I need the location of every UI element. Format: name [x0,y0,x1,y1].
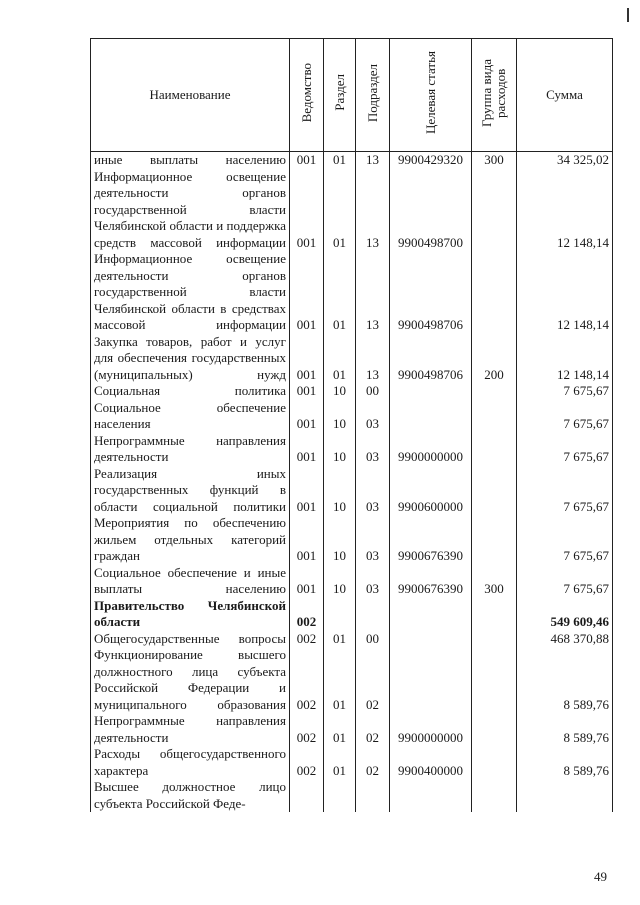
cell-dept: 001 [290,400,324,433]
table-row [91,565,613,598]
cell-sum: 8 589,76 [517,713,613,746]
cell-grp [472,631,517,648]
table-row [91,631,613,648]
cell-target [390,598,472,631]
cell-grp [472,433,517,466]
cell-grp [472,515,517,565]
cell-dept: 002 [290,598,324,631]
cell-sub: 03 [356,565,390,598]
cell-sum: 7 675,67 [517,433,613,466]
header-dept: Ведомство [290,39,324,152]
cell-sub: 02 [356,713,390,746]
table-row [91,746,613,779]
cell-dept [290,779,324,812]
cell-sec: 01 [324,746,356,779]
cell-sec: 01 [324,713,356,746]
cell-name: Социальное обеспечение и иные выплаты населению [91,565,290,598]
cell-name: Мероприятия по обеспечению жильем отдельных категорий граждан [91,515,290,565]
page-number: 49 [594,869,607,884]
cell-sub [356,779,390,812]
table-row [91,779,613,812]
cell-target: 9900498706 [390,334,472,384]
table-row [91,598,613,631]
cell-sum: 8 589,76 [517,647,613,713]
cell-sum: 7 675,67 [517,565,613,598]
cell-sum: 468 370,88 [517,631,613,648]
cell-dept: 002 [290,647,324,713]
cell-sum: 7 675,67 [517,400,613,433]
header-sum: Сумма [517,39,613,152]
cell-sum: 7 675,67 [517,383,613,400]
table-row [91,647,613,713]
cell-sum: 12 148,14 [517,334,613,384]
cell-target: 9900429320 [390,152,472,169]
cell-name: иные выплаты населению [91,152,290,169]
cell-target: 9900000000 [390,433,472,466]
table-header [91,39,613,152]
cell-sum: 8 589,76 [517,746,613,779]
cell-sec: 10 [324,515,356,565]
cell-sec: 10 [324,466,356,516]
cell-dept: 001 [290,466,324,516]
cell-target [390,383,472,400]
cell-sec: 10 [324,565,356,598]
cell-sub: 03 [356,433,390,466]
cell-target: 9900600000 [390,466,472,516]
cell-sec: 01 [324,152,356,169]
cell-sec: 01 [324,169,356,252]
cell-grp [472,779,517,812]
header-section: Раздел [324,39,356,152]
table-row [91,169,613,252]
cell-sum: 12 148,14 [517,251,613,334]
cell-target [390,779,472,812]
header-name: Наименование [91,39,290,152]
cell-dept: 001 [290,515,324,565]
cell-sub [356,598,390,631]
cell-dept: 001 [290,251,324,334]
cell-grp [472,713,517,746]
cell-sec: 10 [324,400,356,433]
cell-sub: 02 [356,746,390,779]
cell-sec [324,598,356,631]
cell-grp [472,400,517,433]
cell-name: Социальная политика [91,383,290,400]
table-row [91,400,613,433]
cell-grp [472,466,517,516]
cell-dept: 002 [290,631,324,648]
table-row [91,251,613,334]
cell-target: 9900676390 [390,515,472,565]
cell-target [390,400,472,433]
cell-sub: 03 [356,466,390,516]
cell-dept: 001 [290,565,324,598]
cell-dept: 001 [290,383,324,400]
cell-name: Информационное освещение деятельности органов государственной власти Челябинской области в средствах массовой информации [91,251,290,334]
cell-sub: 13 [356,251,390,334]
cell-name: Непрограммные направления деятельности [91,433,290,466]
cell-name: Информационное освещение деятельности органов государственной власти Челябинской области и поддержка средств массовой информации [91,169,290,252]
cell-sub: 00 [356,631,390,648]
cell-sub: 13 [356,152,390,169]
cell-grp [472,383,517,400]
table-row [91,515,613,565]
cell-sec: 01 [324,631,356,648]
cell-dept: 002 [290,713,324,746]
cell-target [390,631,472,648]
cell-name: Высшее должностное лицо субъекта Российской Феде- [91,779,290,812]
table-row [91,466,613,516]
cell-sum: 7 675,67 [517,515,613,565]
table-row [91,433,613,466]
table-row [91,383,613,400]
cell-sum: 34 325,02 [517,152,613,169]
cell-grp: 300 [472,152,517,169]
cell-dept: 001 [290,433,324,466]
header-target: Целевая статья [390,39,472,152]
cell-sub: 13 [356,169,390,252]
cell-name: Реализация иных государственных функций в области социальной политики [91,466,290,516]
cell-dept: 001 [290,334,324,384]
cell-target: 9900498706 [390,251,472,334]
cell-target [390,647,472,713]
cell-target: 9900000000 [390,713,472,746]
cell-target: 9900400000 [390,746,472,779]
cell-dept: 001 [290,152,324,169]
cell-sub: 02 [356,647,390,713]
cell-sub: 03 [356,400,390,433]
table-row [91,713,613,746]
cell-target: 9900676390 [390,565,472,598]
cell-sec: 01 [324,251,356,334]
cell-sum [517,779,613,812]
cell-sub: 03 [356,515,390,565]
cell-sub: 13 [356,334,390,384]
cell-name: Социальное обеспечение населения [91,400,290,433]
cell-sec: 10 [324,433,356,466]
cell-sum: 12 148,14 [517,169,613,252]
cell-name: Общегосударственные вопросы [91,631,290,648]
cell-grp [472,746,517,779]
table-row [91,152,613,169]
cell-sub: 00 [356,383,390,400]
cell-grp: 200 [472,334,517,384]
cell-dept: 001 [290,169,324,252]
cell-grp: 300 [472,565,517,598]
cell-grp [472,169,517,252]
scan-mark [627,8,629,22]
cell-name: Правительство Челябинской области [91,598,290,631]
cell-grp [472,647,517,713]
cell-target: 9900498700 [390,169,472,252]
cell-name: Закупка товаров, работ и услуг для обеспечения государственных (муниципальных) нужд [91,334,290,384]
cell-sec [324,779,356,812]
cell-sum: 549 609,46 [517,598,613,631]
cell-name: Расходы общегосударственного характера [91,746,290,779]
header-subsection: Подраздел [356,39,390,152]
cell-grp [472,251,517,334]
table-row [91,334,613,384]
cell-sum: 7 675,67 [517,466,613,516]
cell-sec: 10 [324,383,356,400]
budget-table [90,38,613,812]
cell-grp [472,598,517,631]
cell-dept: 002 [290,746,324,779]
header-group: Группа вида расходов [472,39,517,152]
cell-name: Непрограммные направления деятельности [91,713,290,746]
cell-sec: 01 [324,334,356,384]
cell-sec: 01 [324,647,356,713]
cell-name: Функционирование высшего должностного лица субъекта Российской Федерации и муниципального образования [91,647,290,713]
